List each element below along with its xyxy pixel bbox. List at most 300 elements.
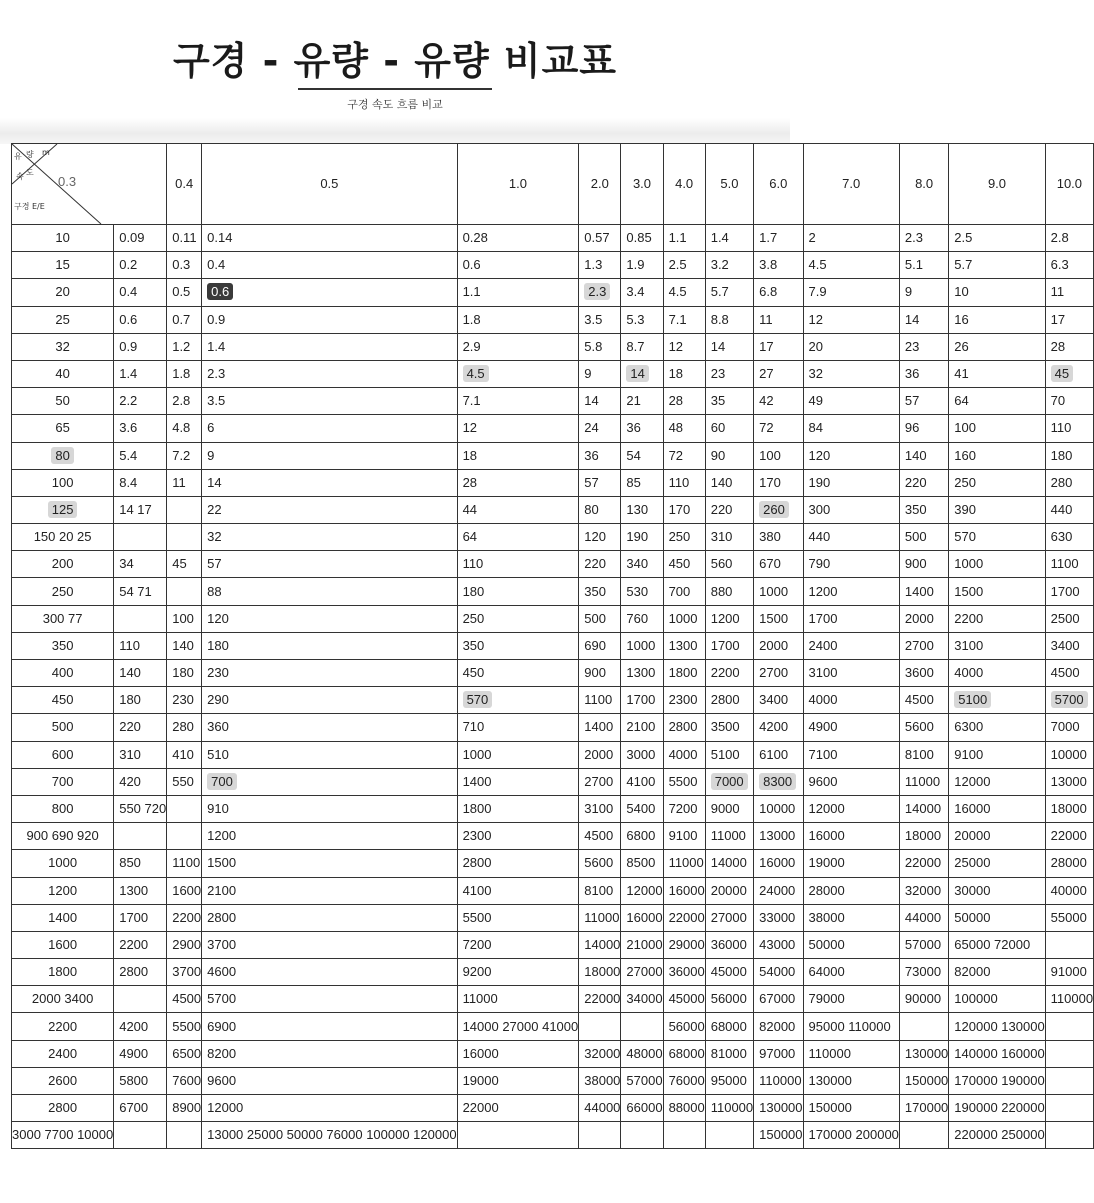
flow-cell [621, 1013, 663, 1040]
flow-cell [1045, 714, 1093, 741]
flow-cell [167, 1040, 202, 1067]
diameter-cell [12, 931, 114, 958]
flow-value: 36000 [668, 964, 705, 980]
flow-cell [663, 823, 705, 850]
flow-cell [167, 1067, 202, 1094]
flow-cell [949, 1040, 1045, 1067]
flow-value: 14000 [710, 855, 747, 871]
flow-cell [202, 904, 457, 931]
flow-value: 32000 [904, 882, 942, 898]
flow-value: 19000 [808, 855, 845, 871]
flow-cell [202, 252, 457, 279]
flow-cell [114, 225, 167, 252]
flow-value: 0.11 [172, 230, 197, 246]
flow-cell [754, 768, 803, 795]
flow-value: 18000 [584, 964, 621, 980]
flow-cell [167, 986, 202, 1013]
flow-cell [705, 333, 753, 360]
flow-cell [899, 714, 948, 741]
flow-cell [114, 795, 167, 822]
flow-cell [167, 306, 202, 333]
flow-value: 500 [904, 529, 927, 545]
diameter-value: 80 [51, 447, 73, 464]
flow-cell [803, 632, 899, 659]
speed-header: 4.0 [663, 144, 705, 225]
flow-cell [899, 768, 948, 795]
flow-cell [663, 333, 705, 360]
flow-cell [705, 632, 753, 659]
flow-cell [949, 1122, 1045, 1149]
flow-value: 110000 [1050, 991, 1094, 1007]
flow-value: 19000 [462, 1072, 499, 1088]
flow-value: 5800 [119, 1072, 149, 1088]
table-row [12, 823, 1094, 850]
flow-cell [1045, 388, 1093, 415]
corner-cell [12, 144, 167, 225]
diameter-cell [12, 605, 114, 632]
flow-value: 7100 [808, 746, 838, 762]
flow-cell [705, 605, 753, 632]
flow-value: 170 [668, 501, 691, 517]
flow-value: 250 [954, 474, 976, 490]
flow-cell [621, 795, 663, 822]
flow-cell [167, 496, 202, 523]
flow-cell [457, 741, 579, 768]
flow-cell [899, 850, 948, 877]
flow-cell [705, 877, 753, 904]
flow-cell [949, 768, 1045, 795]
flow-cell [579, 415, 621, 442]
flow-cell [803, 904, 899, 931]
flow-value: 64 [462, 529, 478, 545]
flow-cell [663, 931, 705, 958]
flow-value: 16000 [462, 1045, 499, 1061]
flow-cell [167, 551, 202, 578]
table-row [12, 1067, 1094, 1094]
flow-cell [803, 388, 899, 415]
flow-value: 22 [207, 501, 222, 517]
flow-value: 220 [710, 501, 733, 517]
flow-value: 1.4 [119, 366, 138, 382]
flow-value: 3.5 [584, 311, 603, 327]
flow-value: 280 [172, 719, 194, 735]
flow-value: 1000 [626, 637, 656, 653]
flow-value: 64000 [808, 964, 845, 980]
flow-cell [579, 986, 621, 1013]
diameter-value: 1000 [48, 855, 78, 871]
flow-cell [579, 714, 621, 741]
flow-cell [202, 415, 457, 442]
flow-cell [705, 469, 753, 496]
table-row [12, 605, 1094, 632]
diameter-value: 400 [51, 665, 74, 681]
flow-value: 0.2 [119, 257, 138, 273]
flow-cell [949, 496, 1045, 523]
flow-cell [457, 252, 579, 279]
flow-cell [949, 1095, 1045, 1122]
diameter-cell [12, 388, 114, 415]
diameter-value: 350 [51, 637, 74, 653]
flow-value: 32 [207, 529, 222, 545]
flow-value: 1500 [207, 855, 237, 871]
flow-cell [167, 415, 202, 442]
flow-value: 85 [626, 474, 641, 490]
diameter-value: 40 [55, 366, 70, 382]
flow-value: 880 [710, 583, 733, 599]
flow-cell [579, 524, 621, 551]
flow-cell [663, 632, 705, 659]
flow-cell [899, 279, 948, 306]
flow-value: 4500 [584, 828, 614, 844]
flow-cell [705, 904, 753, 931]
flow-cell [114, 904, 167, 931]
flow-cell [899, 904, 948, 931]
flow-value: 16 [954, 311, 969, 327]
flow-cell [202, 524, 457, 551]
flow-cell [202, 714, 457, 741]
flow-cell [167, 225, 202, 252]
flow-value: 91000 [1050, 964, 1087, 980]
flow-cell [457, 225, 579, 252]
flow-cell [167, 795, 202, 822]
flow-value: 2 [808, 230, 816, 246]
flow-value: 4100 [626, 773, 656, 789]
flow-value: 230 [207, 665, 229, 681]
flow-value: 2700 [584, 773, 614, 789]
flow-cell [457, 768, 579, 795]
flow-cell [114, 442, 167, 469]
flow-cell [705, 986, 753, 1013]
flow-cell [899, 986, 948, 1013]
flow-cell [754, 225, 803, 252]
flow-value: 45 [172, 556, 187, 572]
flow-cell [114, 741, 167, 768]
flow-cell [705, 578, 753, 605]
flow-value: 41 [954, 366, 969, 382]
flow-value: 120 [808, 447, 831, 463]
flow-value: 57000 [626, 1072, 663, 1088]
flow-cell [202, 823, 457, 850]
flow-value: 28000 [1050, 855, 1087, 871]
speed-header: 10.0 [1045, 144, 1093, 225]
flow-value: 2.3 [584, 283, 610, 300]
flow-value: 6100 [759, 746, 789, 762]
flow-cell [899, 578, 948, 605]
flow-cell [202, 551, 457, 578]
diameter-value: 450 [51, 692, 74, 708]
table-row [12, 388, 1094, 415]
flow-value: 4.5 [668, 284, 687, 300]
diameter-value: 15 [55, 257, 70, 273]
flow-value: 8.8 [710, 311, 729, 327]
speed-header: 9.0 [949, 144, 1045, 225]
flow-cell [621, 388, 663, 415]
flow-value: 48000 [626, 1045, 663, 1061]
flow-value: 900 [584, 665, 606, 681]
flow-value: 11000 [904, 773, 941, 789]
flow-cell [457, 605, 579, 632]
diameter-value: 2800 [48, 1100, 78, 1116]
flow-value: 140000 160000 [954, 1045, 1045, 1061]
flow-cell [457, 388, 579, 415]
flow-value: 700 [207, 773, 237, 790]
flow-value: 1500 [759, 610, 789, 626]
flow-cell [114, 931, 167, 958]
flow-cell [803, 524, 899, 551]
flow-value: 1200 [808, 583, 838, 599]
flow-value: 120 [584, 529, 606, 545]
flow-cell [949, 306, 1045, 333]
flow-value: 18000 [904, 828, 942, 844]
diameter-cell [12, 904, 114, 931]
flow-value: 140 [710, 474, 733, 490]
diameter-value: 1200 [48, 882, 78, 898]
flow-cell [114, 986, 167, 1013]
flow-value: 88000 [668, 1100, 705, 1116]
flow-value: 5500 [668, 773, 698, 789]
flow-cell [803, 605, 899, 632]
flow-value: 11 [759, 311, 773, 327]
flow-value: 9 [584, 366, 592, 382]
flow-value: 73000 [904, 964, 942, 980]
flow-cell [949, 904, 1045, 931]
flow-cell [202, 578, 457, 605]
flow-value: 1000 [759, 583, 789, 599]
flow-cell [167, 442, 202, 469]
flow-value: 130000 [759, 1100, 803, 1116]
flow-value: 3100 [584, 801, 614, 817]
flow-value: 81000 [710, 1045, 747, 1061]
diameter-value: 3000 7700 10000 [12, 1127, 114, 1143]
flow-cell [663, 388, 705, 415]
flow-cell [202, 768, 457, 795]
flow-value: 6800 [626, 828, 656, 844]
flow-cell [167, 1013, 202, 1040]
flow-value: 4.8 [172, 420, 191, 436]
flow-cell [579, 768, 621, 795]
speed-header: 2.0 [579, 144, 621, 225]
diameter-cell [12, 795, 114, 822]
flow-value: 4000 [808, 692, 838, 708]
flow-value: 710 [462, 719, 485, 735]
flow-value: 180 [119, 692, 141, 708]
flow-cell [754, 333, 803, 360]
flow-cell [579, 660, 621, 687]
flow-value: 220 [904, 474, 927, 490]
flow-value: 44000 [584, 1100, 621, 1116]
flow-value: 18 [462, 447, 478, 463]
flow-value: 2700 [759, 665, 789, 681]
flow-cell [114, 333, 167, 360]
flow-cell [754, 469, 803, 496]
flow-cell [705, 1095, 753, 1122]
flow-cell [899, 1013, 948, 1040]
flow-value: 50000 [808, 936, 845, 952]
flow-cell [114, 1013, 167, 1040]
flow-value: 4200 [119, 1018, 149, 1034]
flow-cell [899, 360, 948, 387]
flow-cell [899, 469, 948, 496]
flow-value: 150000 [759, 1127, 803, 1143]
flow-value: 22000 [668, 909, 705, 925]
flow-cell [457, 931, 579, 958]
diameter-cell [12, 415, 114, 442]
flow-cell [663, 252, 705, 279]
flow-cell [949, 931, 1045, 958]
flow-value: 5.8 [584, 338, 603, 354]
flow-cell [621, 496, 663, 523]
diameter-cell [12, 714, 114, 741]
flow-value: 170000 190000 [954, 1072, 1045, 1088]
flow-cell [621, 360, 663, 387]
flow-value: 410 [172, 746, 194, 762]
table-row [12, 632, 1094, 659]
flow-value: 24000 [759, 882, 796, 898]
flow-cell [949, 877, 1045, 904]
speed-header: 6.0 [754, 144, 803, 225]
flow-cell [663, 904, 705, 931]
flow-cell [663, 1040, 705, 1067]
flow-value: 2500 [1050, 610, 1080, 626]
flow-value: 110 [462, 556, 484, 572]
flow-value: 570 [463, 691, 493, 708]
flow-cell [114, 524, 167, 551]
flow-value: 120000 130000 [954, 1018, 1045, 1034]
flow-value: 5500 [462, 909, 492, 925]
flow-value: 7200 [668, 801, 698, 817]
flow-value: 6300 [954, 719, 984, 735]
flow-value: 5500 [172, 1018, 202, 1034]
flow-cell [1045, 1095, 1093, 1122]
flow-value: 4900 [119, 1045, 149, 1061]
flow-cell [202, 1013, 457, 1040]
flow-cell [114, 279, 167, 306]
flow-cell [705, 306, 753, 333]
diameter-cell [12, 496, 114, 523]
flow-value: 1.1 [462, 284, 481, 300]
flow-value: 140 [904, 447, 927, 463]
flow-value: 4500 [904, 692, 934, 708]
diameter-cell [12, 524, 114, 551]
flow-cell [705, 959, 753, 986]
flow-value: 20000 [954, 828, 991, 844]
flow-cell [663, 1122, 705, 1149]
flow-cell [899, 252, 948, 279]
table-row [12, 741, 1094, 768]
flow-cell [167, 469, 202, 496]
flow-value: 4000 [668, 746, 698, 762]
title-underline [298, 88, 492, 90]
page-title: 구경 - 유량 - 유량 비교표 [172, 39, 618, 83]
flow-value: 110 [1050, 420, 1072, 436]
flow-value: 180 [1050, 447, 1073, 463]
corner-speed-value: 0.3 [58, 174, 77, 189]
flow-value: 2.8 [172, 393, 191, 409]
flow-cell [167, 823, 202, 850]
flow-cell [114, 496, 167, 523]
flow-cell [167, 850, 202, 877]
speed-header: 5.0 [705, 144, 753, 225]
diameter-value: 32 [55, 338, 70, 354]
flow-value: 80 [584, 501, 599, 517]
flow-value: 2100 [626, 719, 656, 735]
flow-value: 3000 [626, 746, 656, 762]
table-row [12, 986, 1094, 1013]
flow-value: 2000 [584, 746, 614, 762]
flow-cell [754, 986, 803, 1013]
corner-label: 속 [16, 172, 24, 181]
flow-cell [202, 360, 457, 387]
flow-cell [457, 442, 579, 469]
flow-value: 280 [1050, 474, 1073, 490]
flow-value: 12000 [954, 773, 991, 789]
flow-value: 0.5 [172, 284, 191, 300]
flow-value: 44000 [904, 909, 942, 925]
flow-value: 54000 [759, 964, 796, 980]
flow-value: 1.3 [584, 257, 603, 273]
flow-cell [663, 360, 705, 387]
flow-cell [114, 768, 167, 795]
flow-cell [803, 333, 899, 360]
flow-value: 220 [584, 556, 606, 572]
flow-cell [949, 687, 1045, 714]
flow-cell [663, 1013, 705, 1040]
flow-cell [663, 551, 705, 578]
diameter-cell [12, 306, 114, 333]
flow-cell [754, 823, 803, 850]
flow-cell [1045, 931, 1093, 958]
flow-cell [705, 1122, 753, 1149]
flow-cell [754, 1122, 803, 1149]
flow-cell [949, 823, 1045, 850]
flow-cell [114, 469, 167, 496]
diameter-value: 800 [51, 801, 74, 817]
flow-cell [167, 1122, 202, 1149]
flow-cell [621, 442, 663, 469]
flow-value: 2100 [207, 882, 237, 898]
diameter-value: 2000 3400 [31, 991, 94, 1007]
flow-cell [114, 605, 167, 632]
flow-cell [579, 496, 621, 523]
flow-value: 16000 [808, 828, 845, 844]
flow-value: 28 [462, 474, 478, 490]
table-row [12, 959, 1094, 986]
flow-value: 0.6 [207, 283, 233, 300]
flow-value: 10000 [759, 801, 796, 817]
flow-cell [803, 578, 899, 605]
flow-value: 20000 [710, 882, 747, 898]
flow-cell [457, 1040, 579, 1067]
flow-value: 11 [172, 474, 186, 490]
flow-value: 7.1 [668, 311, 687, 327]
diameter-cell [12, 959, 114, 986]
flow-cell [579, 1067, 621, 1094]
flow-cell [1045, 660, 1093, 687]
corner-label: m [42, 148, 50, 157]
flow-cell [949, 388, 1045, 415]
flow-value: 5.4 [119, 447, 138, 463]
flow-cell [1045, 252, 1093, 279]
flow-value: 7.1 [462, 393, 481, 409]
flow-value: 95000 [710, 1072, 747, 1088]
flow-value: 3.8 [759, 257, 778, 273]
flow-value: 1700 [1050, 583, 1080, 599]
flow-value: 0.9 [207, 311, 226, 327]
flow-cell [1045, 605, 1093, 632]
flow-value: 44 [462, 501, 478, 517]
flow-value: 670 [759, 556, 781, 572]
flow-cell [803, 877, 899, 904]
